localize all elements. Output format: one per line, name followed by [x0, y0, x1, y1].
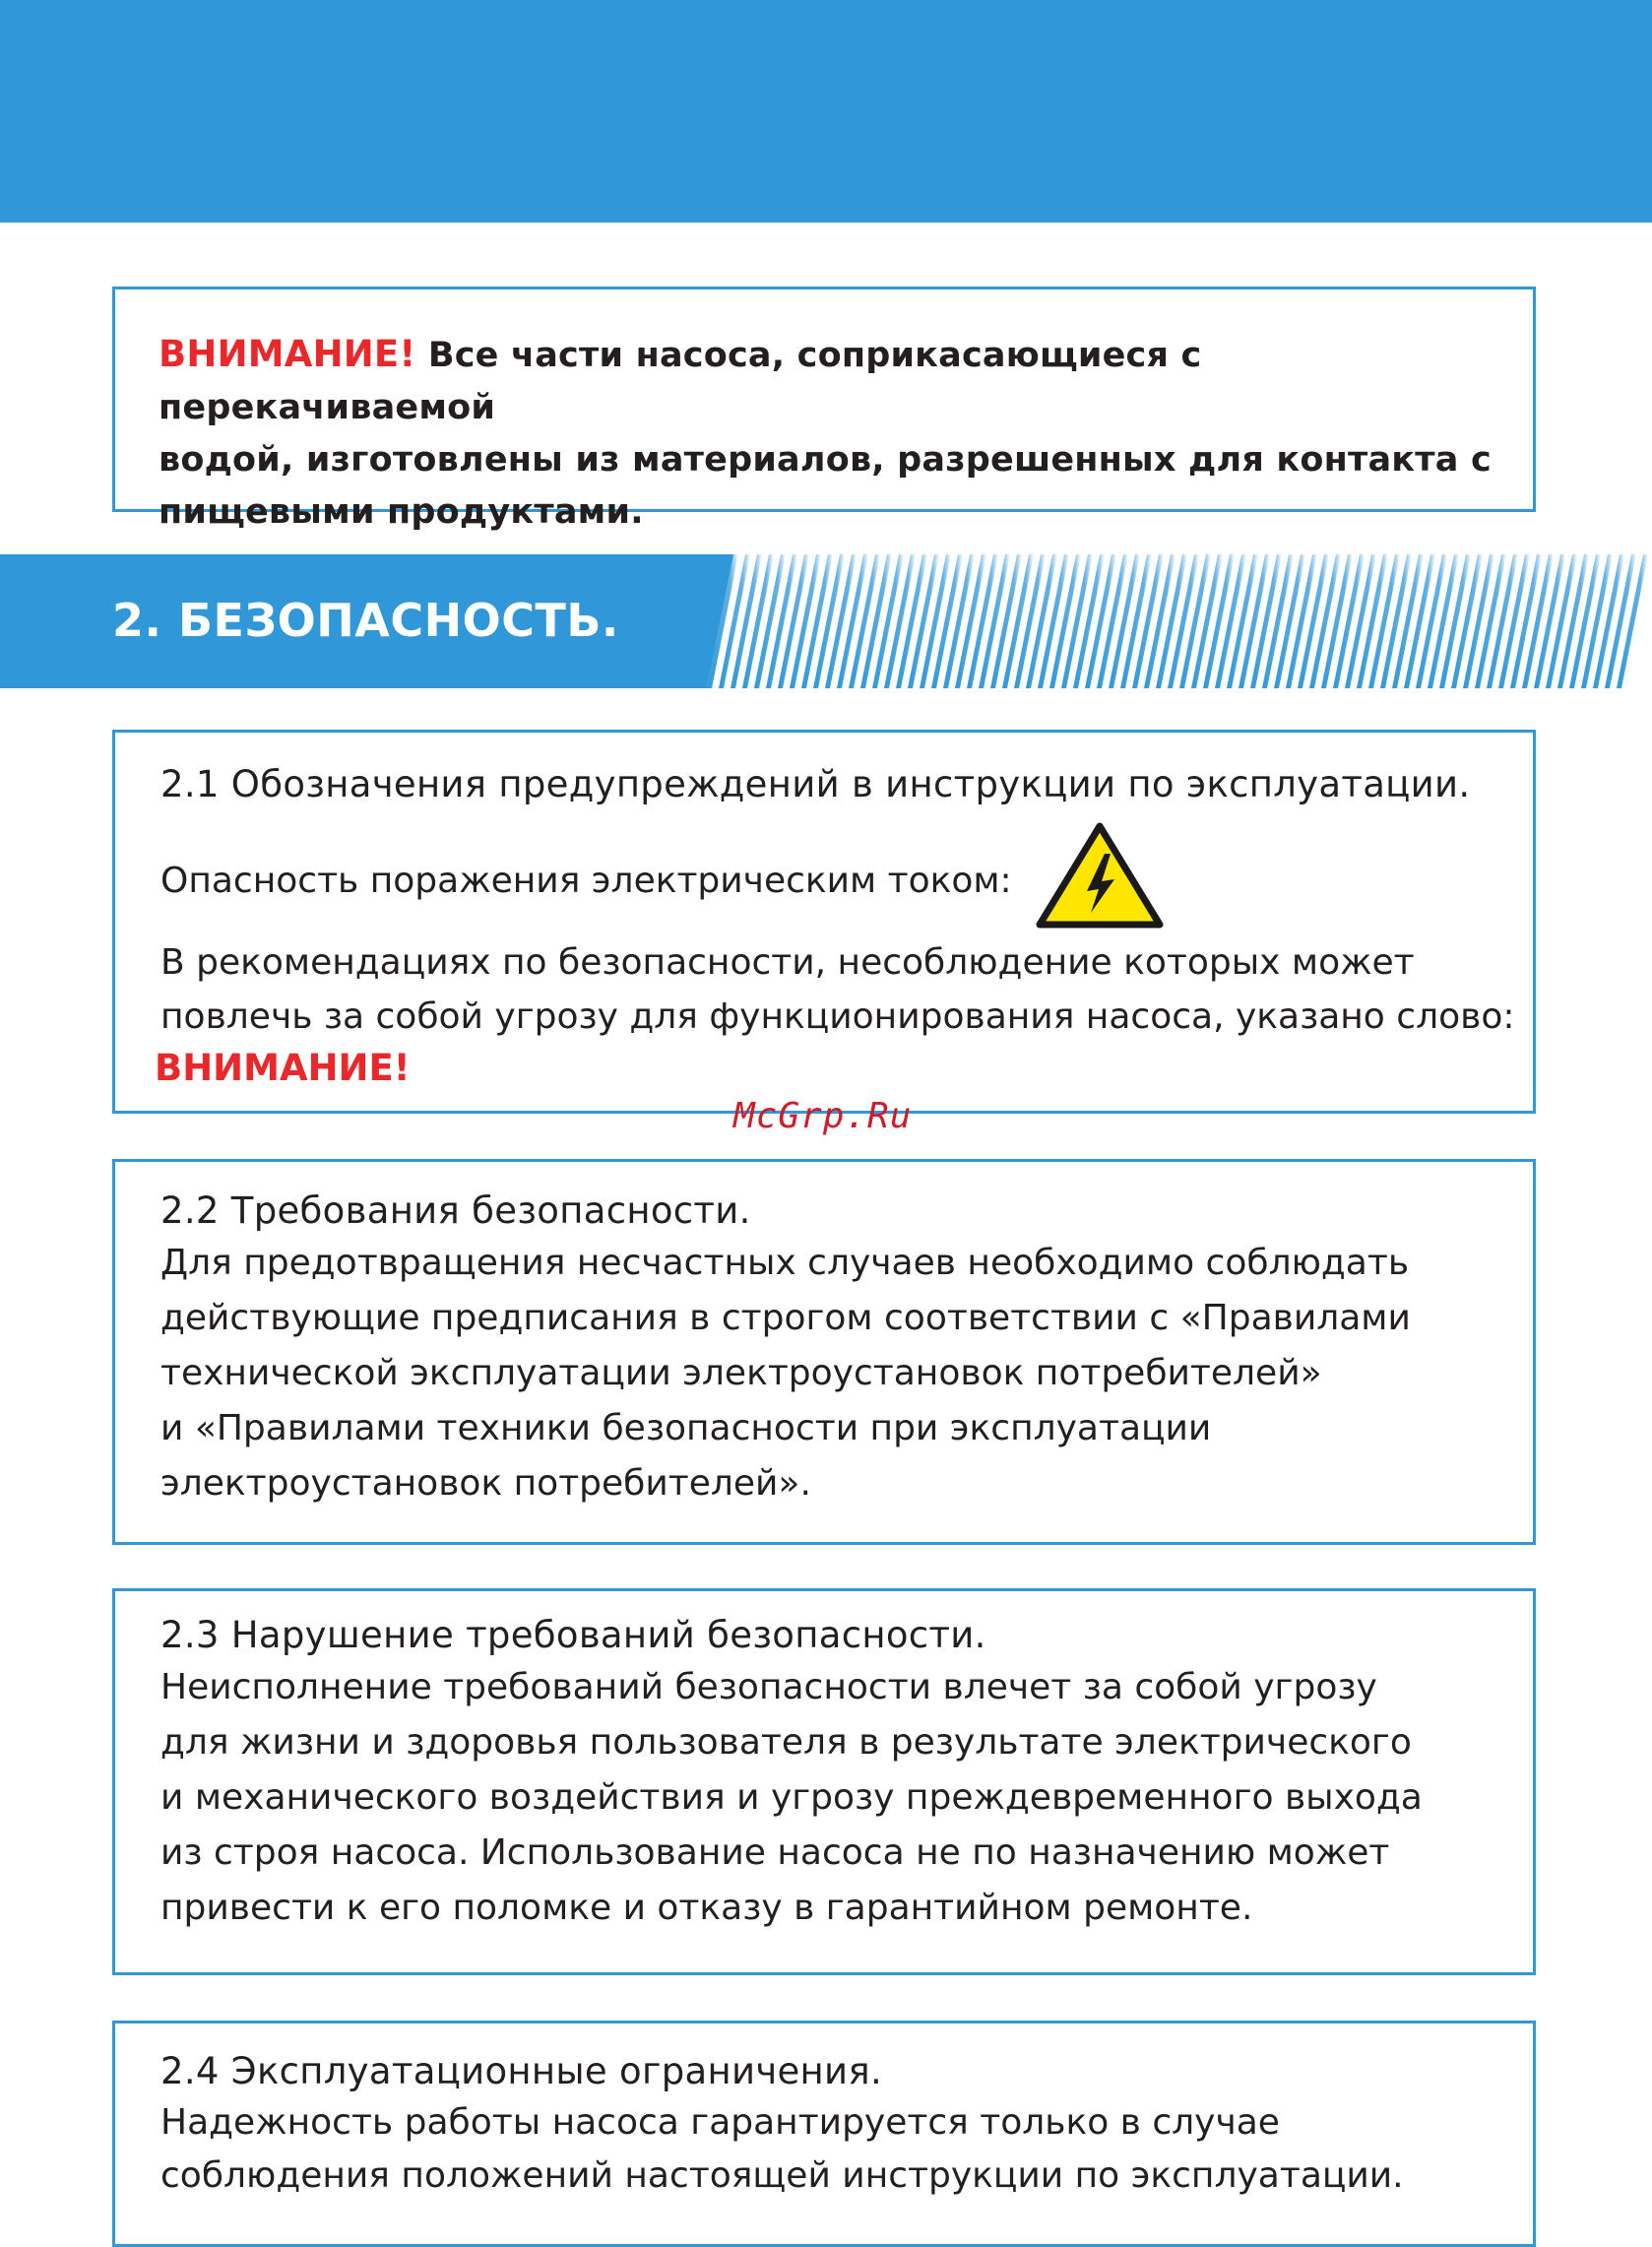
- section-2-1-warning-word: ВНИМАНИЕ!: [155, 1047, 411, 1089]
- section-2-4-body: [160, 2096, 1533, 2203]
- section-2-3-line: для жизни и здоровья пользователя в результате электрического: [160, 1722, 1412, 1763]
- attention-word: ВНИМАНИЕ!: [159, 333, 416, 375]
- electric-hazard-row: [160, 851, 1533, 910]
- section-2-4-title: 2.4 Эксплуатационные ограничения.: [160, 2050, 883, 2092]
- section-2-4-box: [112, 2021, 1536, 2247]
- section-2-3-line: привести к его поломке и отказу в гарантийном ремонте.: [160, 1888, 1253, 1928]
- section-title: 2. БЕЗОПАСНОСТЬ.: [112, 594, 619, 647]
- section-2-2-line: Для предотвращения несчастных случаев необходимо соблюдать: [160, 1243, 1410, 1283]
- section-2-4-line: соблюдения положений настоящей инструкции по эксплуатации.: [160, 2155, 1404, 2196]
- section-2-3-body: [160, 1660, 1533, 1936]
- section-2-1-line-2: повлечь за собой угрозу для функционирования насоса, указано слово:: [160, 996, 1515, 1037]
- section-2-2-line: действующие предписания в строгом соответствии с «Правилами: [160, 1298, 1411, 1338]
- section-2-2-title: 2.2 Требования безопасности.: [160, 1189, 751, 1232]
- section-2-1-box: [112, 730, 1536, 1114]
- attention-text: [159, 328, 1533, 539]
- section-2-3-line: Неисполнение требований безопасности влечет за собой угрозу: [160, 1667, 1377, 1707]
- attention-line-2: водой, изготовлены из материалов, разрешенных для контакта с: [159, 440, 1492, 480]
- section-2-3-line: и механического воздействия и угрозу преждевременного выхода: [160, 1777, 1423, 1818]
- header-band: [0, 0, 1652, 223]
- section-2-3-line: из строя насоса. Использование насоса не по назначению может: [160, 1832, 1390, 1873]
- watermark: McGrp.Ru: [733, 1096, 913, 1136]
- section-2-1-title: 2.1 Обозначения предупреждений в инструкции по эксплуатации.: [160, 763, 1471, 805]
- electric-hazard-label: Опасность поражения электрическим током:: [160, 860, 1012, 901]
- section-2-2-line: технической эксплуатации электроустановок потребителей»: [160, 1353, 1322, 1393]
- section-2-4-line: Надежность работы насоса гарантируется только в случае: [160, 2102, 1280, 2143]
- section-2-3-box: [112, 1588, 1536, 1975]
- section-2-1-body: [160, 935, 1533, 1044]
- attention-box: [112, 287, 1536, 532]
- section-2-2-line: и «Правилами техники безопасности при эксплуатации: [160, 1408, 1212, 1448]
- section-2-2-box: [112, 1159, 1536, 1545]
- section-2-2-line: электроустановок потребителей».: [160, 1463, 811, 1504]
- section-2-3-title: 2.3 Нарушение требований безопасности.: [160, 1614, 986, 1656]
- attention-line-1: Все части насоса, соприкасающиеся с перекачиваемой: [159, 336, 1202, 427]
- high-voltage-warning-icon: [1036, 822, 1164, 929]
- attention-line-3: пищевыми продуктами.: [159, 492, 644, 532]
- section-2-1-line-1: В рекомендациях по безопасности, несоблюдение которых может: [160, 942, 1415, 983]
- section-2-2-body: [160, 1236, 1533, 1511]
